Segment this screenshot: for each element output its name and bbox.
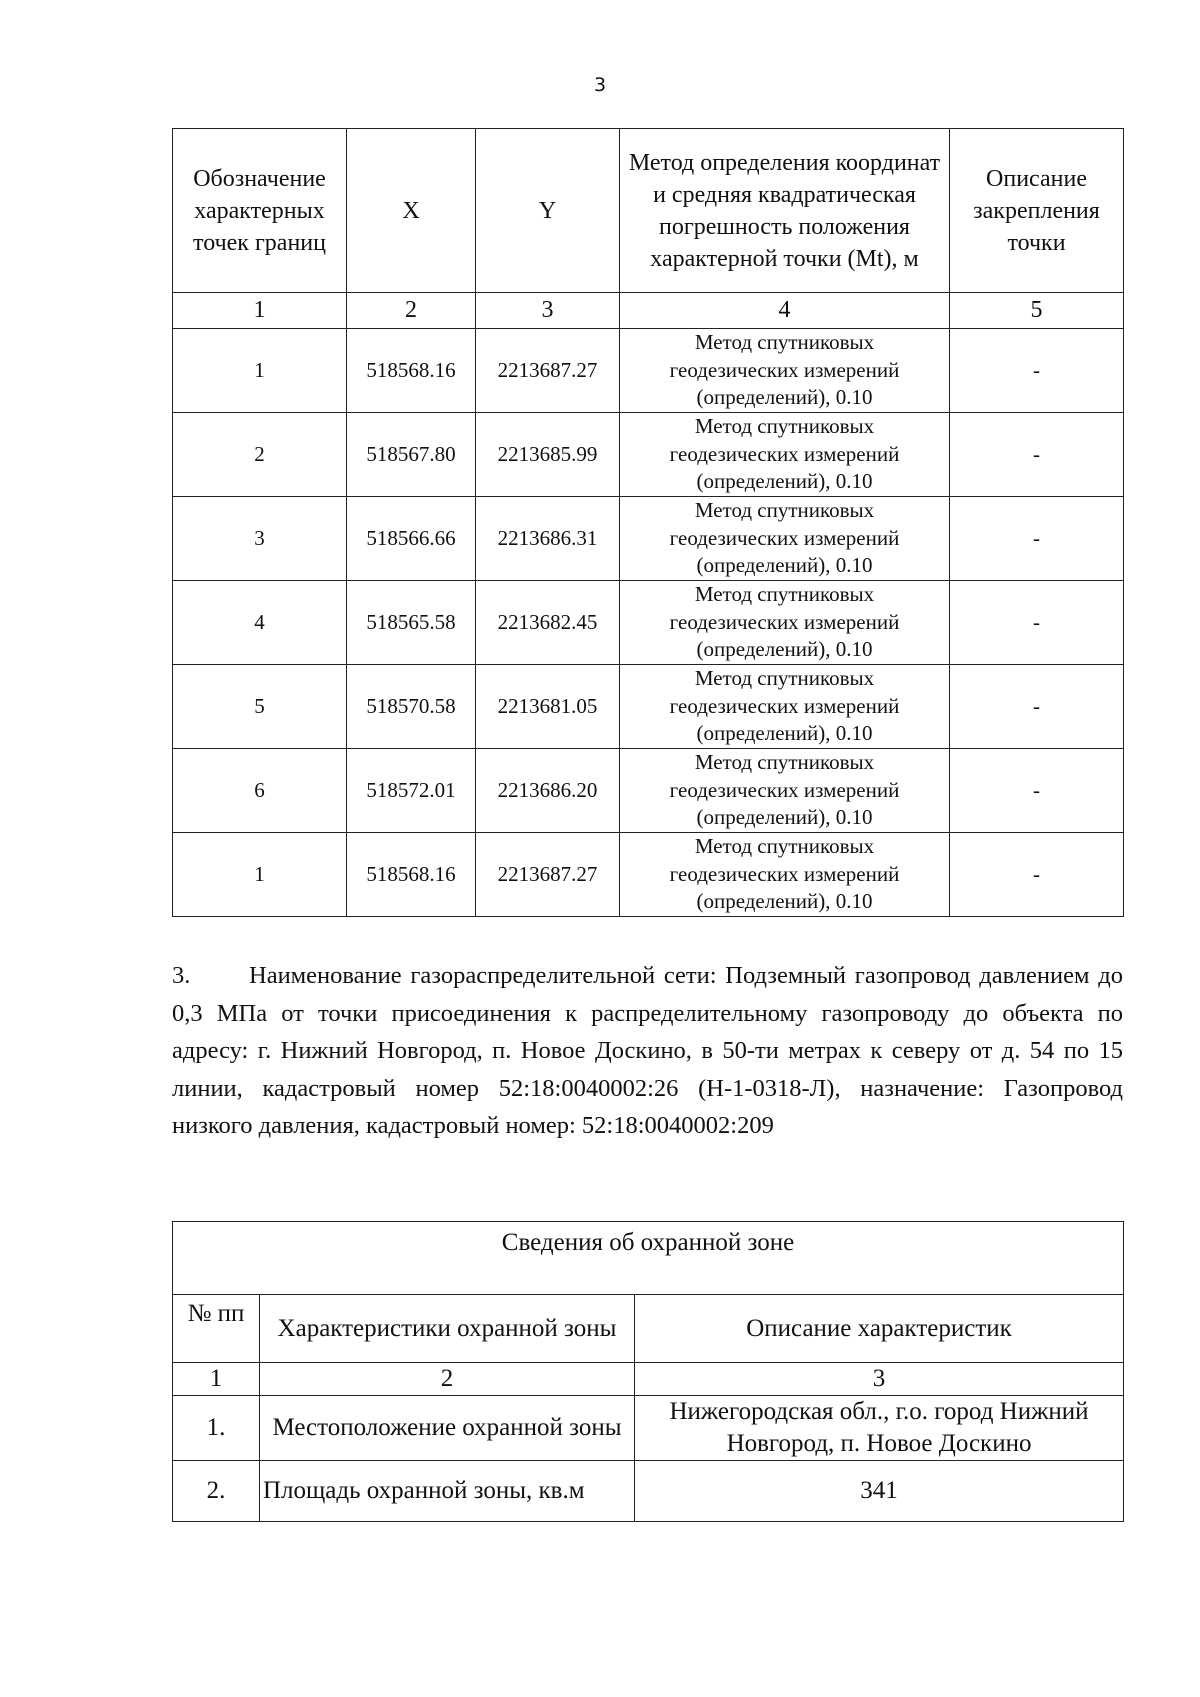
zone-row-characteristic: Местоположение охранной зоны	[260, 1396, 635, 1461]
header-x: X	[347, 129, 476, 293]
fixing-description: -	[950, 581, 1124, 665]
coord-x: 518572.01	[347, 749, 476, 833]
zone-row-description: Нижегородская обл., г.о. город Нижний Новгород, п. Новое Доскино	[635, 1396, 1124, 1461]
header-method: Метод определения координат и средняя квадратическая погрешность положения характерной точки (Mt), м	[620, 129, 950, 293]
method-description	[620, 665, 950, 749]
coord-y: 2213682.45	[476, 581, 620, 665]
column-number: 1	[173, 293, 347, 329]
point-number: 6	[173, 749, 347, 833]
coord-y: 2213686.31	[476, 497, 620, 581]
coords-row	[173, 497, 1124, 581]
method-description	[620, 749, 950, 833]
method-line: (определений), 0.10	[696, 553, 873, 578]
method-line: (определений), 0.10	[696, 469, 873, 494]
zone-row-num: 2.	[173, 1461, 260, 1522]
column-number: 5	[950, 293, 1124, 329]
method-line: Метод спутниковых	[694, 330, 875, 355]
method-line: геодезических измерений	[669, 525, 900, 550]
zone-row-characteristic: Площадь охранной зоны, кв.м	[260, 1461, 635, 1522]
method-description	[620, 833, 950, 917]
method-description	[620, 413, 950, 497]
coord-y: 2213681.05	[476, 665, 620, 749]
point-number: 3	[173, 497, 347, 581]
method-line: (определений), 0.10	[696, 889, 873, 914]
method-line: геодезических измерений	[669, 441, 900, 466]
fixing-description: -	[950, 749, 1124, 833]
column-number: 4	[620, 293, 950, 329]
point-number: 4	[173, 581, 347, 665]
zone-row-area	[173, 1461, 1124, 1522]
header-fixing: Описание закрепления точки	[950, 129, 1124, 293]
method-line: (определений), 0.10	[696, 721, 873, 746]
zone-row-description: 341	[635, 1461, 1124, 1522]
fixing-description: -	[950, 329, 1124, 413]
zone-row-num: 1.	[173, 1396, 260, 1461]
coords-row	[173, 413, 1124, 497]
coord-y: 2213687.27	[476, 833, 620, 917]
coord-y: 2213685.99	[476, 413, 620, 497]
point-number: 1	[173, 833, 347, 917]
zone-header-num: № пп	[173, 1295, 260, 1363]
coord-x: 518567.80	[347, 413, 476, 497]
coord-x: 518566.66	[347, 497, 476, 581]
zone-column-numbers-row	[173, 1363, 1124, 1396]
method-line: (определений), 0.10	[696, 637, 873, 662]
method-line: геодезических измерений	[669, 357, 900, 382]
method-description	[620, 497, 950, 581]
zone-title-row	[173, 1222, 1124, 1295]
coords-header-row	[173, 129, 1124, 293]
method-line: Метод спутниковых	[694, 582, 875, 607]
coord-x: 518565.58	[347, 581, 476, 665]
method-line: Метод спутниковых	[694, 414, 875, 439]
point-number: 2	[173, 413, 347, 497]
protection-zone-table	[172, 1221, 1124, 1522]
coords-row	[173, 749, 1124, 833]
method-line: Метод спутниковых	[694, 750, 875, 775]
header-y: Y	[476, 129, 620, 293]
paragraph-text: Наименование газораспределительной сети: Подземный газопровод давлением до 0,3 МПа от точки присоединения к распределительному газопроводу до объекта по адресу: г. Нижний Новгород, п. Новое Доскино, в 50-ти метрах к северу от д. 54 по 15 линии, кадастровый номер 52:18:0040002:26 (Н-1-0318-Л), назначение: Газопровод низкого давления, кадастровый номер: 52:18:0040002:209	[172, 962, 1123, 1139]
zone-header-characteristic: Характеристики охранной зоны	[260, 1295, 635, 1363]
method-line: геодезических измерений	[669, 861, 900, 886]
coords-row	[173, 665, 1124, 749]
column-number: 2	[347, 293, 476, 329]
method-line: геодезических измерений	[669, 609, 900, 634]
point-number: 5	[173, 665, 347, 749]
method-line: Метод спутниковых	[694, 666, 875, 691]
method-line: Метод спутниковых	[694, 834, 875, 859]
fixing-description: -	[950, 413, 1124, 497]
point-number: 1	[173, 329, 347, 413]
method-line: Метод спутниковых	[694, 498, 875, 523]
page-number: 3	[593, 74, 607, 96]
coords-column-numbers-row	[173, 293, 1124, 329]
fixing-description: -	[950, 833, 1124, 917]
column-number: 2	[260, 1363, 635, 1396]
zone-header-row	[173, 1295, 1124, 1363]
column-number: 3	[635, 1363, 1124, 1396]
coords-row	[173, 329, 1124, 413]
coordinates-table	[172, 128, 1124, 917]
coord-y: 2213687.27	[476, 329, 620, 413]
fixing-description: -	[950, 497, 1124, 581]
coord-x: 518570.58	[347, 665, 476, 749]
coord-x: 518568.16	[347, 329, 476, 413]
gas-network-paragraph	[172, 957, 1123, 1145]
method-description	[620, 329, 950, 413]
zone-header-description: Описание характеристик	[635, 1295, 1124, 1363]
fixing-description: -	[950, 665, 1124, 749]
zone-table-title: Сведения об охранной зоне	[173, 1222, 1124, 1295]
method-line: (определений), 0.10	[696, 805, 873, 830]
column-number: 1	[173, 1363, 260, 1396]
method-description	[620, 581, 950, 665]
coords-row	[173, 833, 1124, 917]
coords-row	[173, 581, 1124, 665]
coord-x: 518568.16	[347, 833, 476, 917]
zone-row-location	[173, 1396, 1124, 1461]
method-line: (определений), 0.10	[696, 385, 873, 410]
paragraph-number: 3.	[172, 962, 191, 989]
method-line: геодезических измерений	[669, 777, 900, 802]
header-point: Обозначение характерных точек границ	[173, 129, 347, 293]
method-line: геодезических измерений	[669, 693, 900, 718]
coord-y: 2213686.20	[476, 749, 620, 833]
column-number: 3	[476, 293, 620, 329]
